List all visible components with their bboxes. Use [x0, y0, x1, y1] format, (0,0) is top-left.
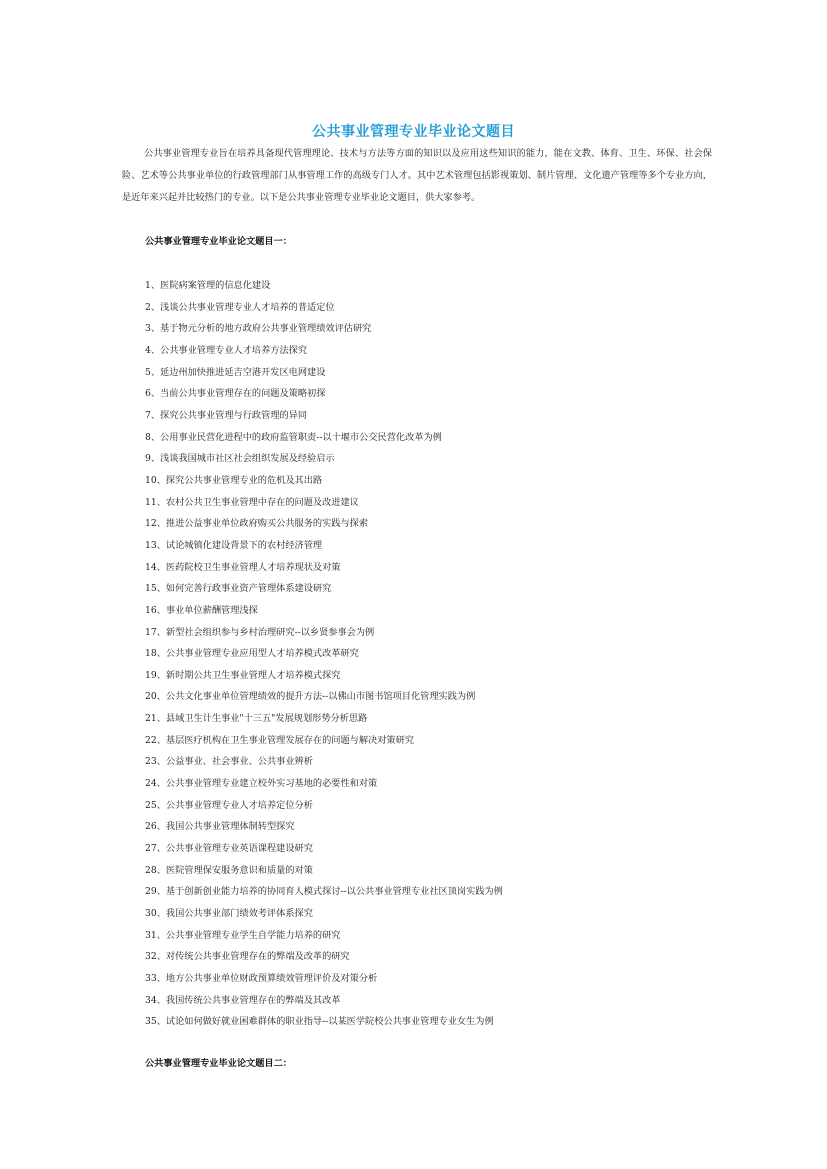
- topic-item: 33、地方公共事业单位财政预算绩效管理评价及对策分析: [145, 973, 378, 984]
- topic-item: 7、探究公共事业管理与行政管理的异同: [145, 409, 308, 421]
- intro-paragraph: 公共事业管理专业旨在培养具备现代管理理论、技术与方法等方面的知识以及应用这些知识的能力，能在文教、体育、卫生、环保、社会保险、艺术等公共事业单位的行政管理部门从事管理工作的高级专门人才。其中艺术管理包括影视策划、制片管理、文化遗产管理等多个专业方向，是近年来兴起并比较热门的专业。以下是公共事业管理专业毕业论文题目，供大家参考。: [122, 148, 712, 203]
- topic-item: 19、新时期公共卫生事业管理人才培养模式探究: [145, 669, 341, 681]
- topic-item: 25、公共事业管理专业人才培养定位分析: [145, 799, 313, 811]
- section-heading-two: 公共事业管理专业毕业论文题目二：: [145, 1058, 292, 1069]
- topic-item: 32、对传统公共事业管理存在的弊端及改革的研究: [145, 951, 350, 963]
- topic-item: 3、基于物元分析的地方政府公共事业管理绩效评估研究: [145, 323, 372, 335]
- topic-item: 15、如何完善行政事业资产管理体系建设研究: [145, 583, 332, 595]
- topic-item: 26、我国公共事业管理体制转型探究: [145, 821, 295, 833]
- topic-item: 16、事业单位薪酬管理浅探: [145, 604, 258, 616]
- topic-item: 31、公共事业管理专业学生自学能力培养的研究: [145, 929, 341, 941]
- topic-item: 5、延边州加快推进延吉空港开发区电网建设: [145, 366, 326, 378]
- topic-item: 9、浅谈我国城市社区社会组织发展及经验启示: [145, 453, 335, 465]
- topic-item: 21、县域卫生计生事业"十三五"发展规划形势分析思路: [145, 713, 368, 725]
- topic-item: 12、推进公益事业单位政府购买公共服务的实践与探索: [145, 518, 369, 530]
- topic-item: 18、公共事业管理专业应用型人才培养模式改革研究: [145, 648, 359, 660]
- topic-item: 23、公益事业、社会事业、公共事业辨析: [145, 756, 313, 768]
- topic-item: 13、试论城镇化建设背景下的农村经济管理: [145, 539, 323, 551]
- topic-item: 17、新型社会组织参与乡村治理研究--以乡贤参事会为例: [145, 626, 375, 638]
- topic-item: 30、我国公共事业部门绩效考评体系探究: [145, 908, 313, 920]
- topic-item: 20、公共文化事业单位管理绩效的提升方法--以佛山市图书馆项目化管理实践为例: [145, 691, 476, 703]
- topic-item: 14、医药院校卫生事业管理人才培养现状及对策: [145, 561, 341, 573]
- topic-item: 4、公共事业管理专业人才培养方法探究: [145, 344, 308, 356]
- document-title: 公共事业管理专业毕业论文题目: [312, 124, 515, 140]
- topic-list: [145, 275, 503, 1033]
- topic-item: 28、医院管理保安服务意识和质量的对策: [145, 864, 313, 876]
- section-heading-one: 公共事业管理专业毕业论文题目一：: [145, 236, 292, 247]
- topic-item: 29、基于创新创业能力培养的协同育人模式探讨--以公共事业管理专业社区顶岗实践为例: [145, 886, 503, 898]
- topic-item: 24、公共事业管理专业建立校外实习基地的必要性和对策: [145, 778, 378, 790]
- topic-item: 1、医院病案管理的信息化建设: [145, 280, 271, 291]
- topic-item: 8、公用事业民营化进程中的政府监管职责--以十堰市公交民营化改革为例: [145, 431, 442, 443]
- topic-item: 11、农村公共卫生事业管理中存在的问题及改进建议: [145, 496, 359, 508]
- topic-item: 10、探究公共事业管理专业的危机及其出路: [145, 474, 323, 486]
- topic-item: 34、我国传统公共事业管理存在的弊端及其改革: [145, 994, 341, 1006]
- topic-item: 35、试论如何做好就业困难群体的职业指导--以某医学院校公共事业管理专业女生为例: [145, 1016, 494, 1028]
- topic-item: 6、当前公共事业管理存在的问题及策略初探: [145, 388, 326, 400]
- topic-item: 2、浅谈公共事业管理专业人才培养的普适定位: [145, 301, 335, 313]
- topic-item: 27、公共事业管理专业英语课程建设研究: [145, 843, 313, 855]
- topic-item: 22、基层医疗机构在卫生事业管理发展存在的问题与解决对策研究: [145, 734, 414, 746]
